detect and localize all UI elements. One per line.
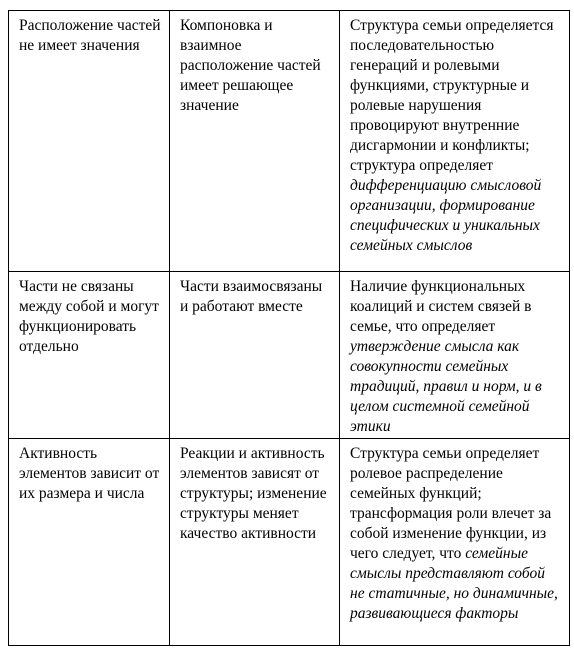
- cell-text-italic: семейные смыслы представляют собой не статичные, но динамичные, развивающиеся факторы: [350, 545, 558, 622]
- table-cell-row1-col3: [340, 11, 570, 272]
- table-row: [9, 11, 570, 272]
- table-cell-row1-col2: [170, 11, 340, 272]
- cell-text: Части взаимосвязаны и работают вместе: [180, 278, 323, 315]
- table-cell-row2-col3: [340, 272, 570, 439]
- cell-text-italic: утверждение смысла как совокупности семейных традиций, правил и норм, и в целом системной семейной этики: [350, 338, 542, 435]
- table-row: [9, 439, 570, 646]
- cell-text: Компоновка и взаимное расположение частей имеет решающее значение: [180, 17, 321, 114]
- cell-text: Расположение частей не имеет значения: [19, 17, 161, 54]
- comparison-table: [8, 10, 570, 646]
- cell-text: Части не связаны между собой и могут функционировать отдельно: [19, 278, 159, 355]
- table-cell-row2-col2: [170, 272, 340, 439]
- table-cell-row1-col1: [9, 11, 170, 272]
- table-cell-row2-col1: [9, 272, 170, 439]
- table-cell-row3-col2: [170, 439, 340, 646]
- table-cell-row3-col3: [340, 439, 570, 646]
- cell-text: Активность элементов зависит от их размера и числа: [19, 445, 160, 502]
- table-row: [9, 272, 570, 439]
- cell-text-italic: дифференциацию смысловой организации, формирование специфических и уникальных семейных смыслов: [350, 177, 542, 254]
- cell-text-plain: Структура семьи определяет ролевое распределение семейных функций; трансформация роли влечет за собой изменение функции, из чего следует, что: [350, 445, 552, 562]
- cell-text-plain: Наличие функциональных коалиций и систем связей в семье, что определяет: [350, 278, 532, 335]
- table-cell-row3-col1: [9, 439, 170, 646]
- cell-text-plain: Структура семьи определяется последовательностью генераций и ролевыми функциями, структурные и ролевые нарушения провоцируют внутренние дисгармонии и конфликты; структура определяет: [350, 17, 554, 174]
- cell-text: Реакции и активность элементов зависят от структуры; изменение структуры меняет качество активности: [180, 445, 327, 542]
